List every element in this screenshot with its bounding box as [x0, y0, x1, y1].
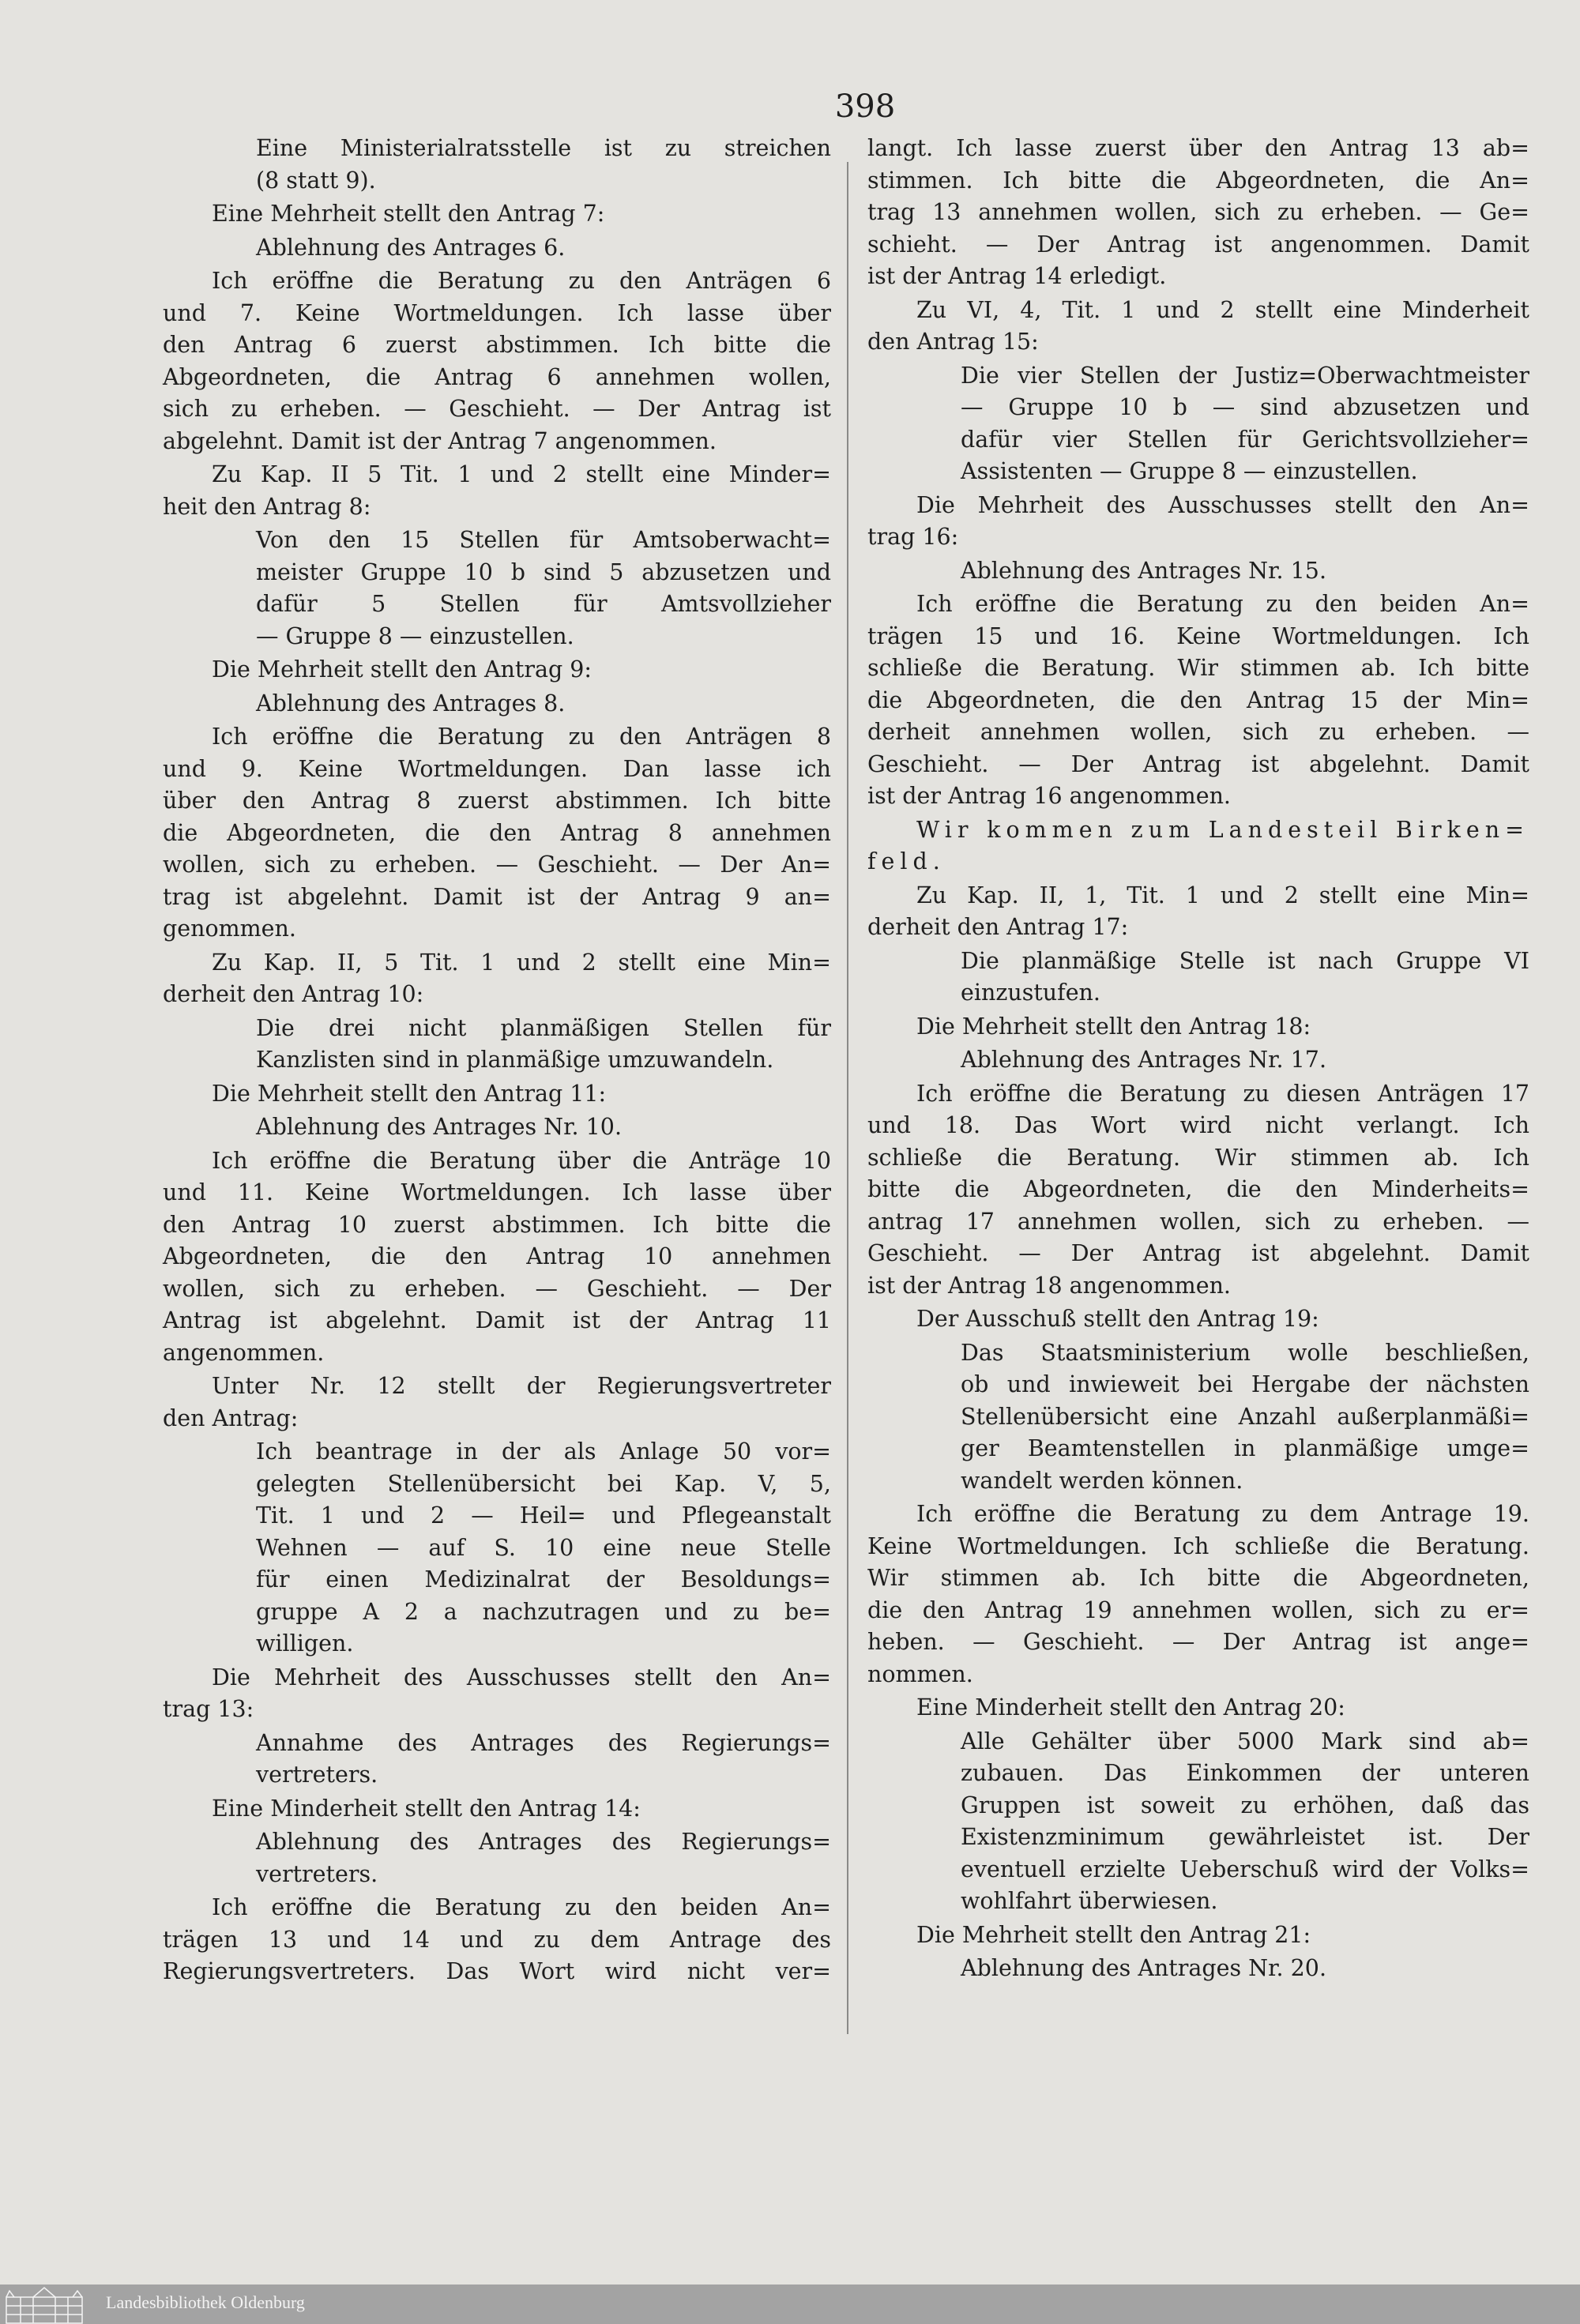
text-line: Eine Minderheit stellt den Antrag 20: — [916, 1694, 1345, 1720]
text-line: Ablehnung des Antrages Nr. 20. — [961, 1955, 1326, 1981]
quote-paragraph — [867, 1726, 1529, 1918]
text-line: vertreters. — [256, 1762, 378, 1788]
text-line: antrag 17 annehmen wollen, sich zu erheben. — — [867, 1208, 1529, 1235]
text-line: Regierungsvertreters. Das Wort wird nicht ver= — [163, 1958, 831, 1984]
text-line: Zu VI, 4, Tit. 1 und 2 stellt eine Minderheit — [916, 296, 1529, 323]
page-number: 398 — [834, 88, 896, 125]
text-line: den Antrag 15: — [867, 329, 1039, 355]
body-paragraph — [163, 947, 831, 1011]
body-paragraph — [867, 1499, 1529, 1690]
text-line: Existenzminimum gewährleistet ist. Der — [961, 1824, 1529, 1850]
text-line: Ablehnung des Antrages Nr. 10. — [256, 1114, 622, 1140]
library-building-logo-icon — [5, 2286, 84, 2324]
text-line: Assistenten — Gruppe 8 — einzustellen. — [961, 458, 1418, 484]
text-line: Abgeordneten, die den Antrag 10 annehmen — [163, 1243, 831, 1269]
text-line: trag 13: — [163, 1696, 254, 1722]
motion-paragraph — [163, 1078, 831, 1111]
text-line: Die drei nicht planmäßigen Stellen für — [256, 1014, 831, 1041]
text-line: feld. — [867, 848, 946, 874]
text-line: ob und inwieweit bei Hergabe der nächsten — [961, 1371, 1529, 1397]
text-line: gruppe A 2 a nachzutragen und zu be= — [256, 1598, 831, 1625]
text-line: Geschieht. — Der Antrag ist abgelehnt. Damit — [867, 1240, 1529, 1266]
text-line: zubauen. Das Einkommen der unteren — [961, 1760, 1529, 1786]
text-line: den Antrag: — [163, 1405, 299, 1431]
text-line: Geschieht. — Der Antrag ist abgelehnt. Damit — [867, 750, 1529, 777]
text-line: Annahme des Antrages des Regierungs= — [256, 1729, 831, 1756]
text-line: heben. — Geschieht. — Der Antrag ist ange= — [867, 1629, 1529, 1655]
text-line: Wir kommen zum Landesteil Birken= — [916, 816, 1529, 843]
quote-paragraph — [163, 133, 831, 197]
text-line: dafür vier Stellen für Gerichtsvollzieher= — [961, 426, 1529, 453]
text-line: derheit den Antrag 17: — [867, 914, 1129, 940]
motion-paragraph — [163, 654, 831, 686]
text-line: Eine Ministerialratsstelle ist zu streichen — [256, 135, 831, 161]
text-line: willigen. — [256, 1630, 354, 1657]
quote-paragraph — [867, 1953, 1529, 1985]
text-line: Wir stimmen ab. Ich bitte die Abgeordneten, — [867, 1565, 1529, 1591]
text-line: vertreters. — [256, 1860, 378, 1887]
text-line: und 11. Keine Wortmeldungen. Ich lasse über — [163, 1179, 831, 1205]
text-line: über den Antrag 8 zuerst abstimmen. Ich bitte — [163, 788, 831, 814]
text-line: dafür 5 Stellen für Amtsvollzieher — [256, 591, 831, 617]
body-paragraph — [163, 265, 831, 457]
text-line: eventuell erzielte Ueberschuß wird der Volks= — [961, 1856, 1529, 1882]
text-line: Ablehnung des Antrages Nr. 15. — [961, 557, 1326, 584]
text-line: Die Mehrheit des Ausschusses stellt den An= — [212, 1664, 831, 1690]
text-line: derheit annehmen wollen, sich zu erheben. — — [867, 719, 1529, 745]
text-line: Die planmäßige Stelle ist nach Gruppe VI — [961, 947, 1529, 974]
left-column — [163, 133, 831, 1990]
column-divider — [847, 162, 848, 2034]
text-line: Ich eröffne die Beratung zu dem Antrage 19. — [916, 1501, 1529, 1527]
text-line: langt. Ich lasse zuerst über den Antrag 13 ab= — [867, 135, 1529, 161]
text-line: abgelehnt. Damit ist der Antrag 7 angenommen. — [163, 427, 717, 454]
text-line: Von den 15 Stellen für Amtsoberwacht= — [256, 527, 831, 553]
text-line: Die Mehrheit stellt den Antrag 11: — [212, 1080, 607, 1107]
text-line: nommen. — [867, 1660, 973, 1687]
text-line: Kanzlisten sind in planmäßige umzuwandeln. — [256, 1047, 774, 1073]
text-line: — Gruppe 10 b — sind abzusetzen und — [961, 394, 1529, 420]
text-line: Ablehnung des Antrages des Regierungs= — [256, 1829, 831, 1855]
body-paragraph — [867, 490, 1529, 554]
text-line: den Antrag 10 zuerst abstimmen. Ich bitte die — [163, 1211, 831, 1238]
body-paragraph — [163, 1145, 831, 1370]
text-line: schließe die Beratung. Wir stimmen ab. Ich — [867, 1144, 1529, 1171]
text-line: die Abgeordneten, die den Antrag 8 annehmen — [163, 819, 831, 846]
footer-bar — [0, 2285, 1580, 2324]
text-line: ger Beamtenstellen in planmäßige umge= — [961, 1435, 1529, 1461]
text-line: Ich eröffne die Beratung zu den Anträgen 6 — [212, 268, 831, 294]
text-line: ist der Antrag 14 erledigt. — [867, 263, 1167, 289]
quote-paragraph — [163, 1111, 831, 1144]
text-line: Ich eröffne die Beratung zu den beiden An= — [916, 591, 1529, 617]
text-line: und 9. Keine Wortmeldungen. Dan lasse ich — [163, 755, 831, 782]
body-paragraph — [163, 459, 831, 523]
quote-paragraph — [163, 1728, 831, 1792]
quote-paragraph — [867, 946, 1529, 1010]
text-line: genommen. — [163, 916, 296, 942]
text-line: meister Gruppe 10 b sind 5 abzusetzen und — [256, 558, 831, 585]
text-line: Abgeordneten, die Antrag 6 annehmen wollen, — [163, 363, 831, 390]
text-line: Zu Kap. II, 5 Tit. 1 und 2 stellt eine Min= — [212, 949, 831, 976]
text-line: derheit den Antrag 10: — [163, 981, 424, 1007]
text-line: trag 13 annehmen wollen, sich zu erheben. — Ge= — [867, 199, 1529, 225]
motion-paragraph — [163, 198, 831, 231]
body-paragraph — [867, 880, 1529, 944]
body-paragraph — [867, 589, 1529, 813]
text-line: Die vier Stellen der Justiz=Oberwachtmeister — [961, 362, 1529, 389]
text-line: trägen 13 und 14 und zu dem Antrage des — [163, 1926, 831, 1953]
text-line: die Abgeordneten, die den Antrag 15 der Min= — [867, 686, 1529, 713]
motion-paragraph — [163, 1793, 831, 1826]
motion-paragraph — [867, 1692, 1529, 1724]
text-line: Wehnen — auf S. 10 eine neue Stelle — [256, 1534, 831, 1561]
text-line: Antrag ist abgelehnt. Damit ist der Antrag 11 — [163, 1307, 831, 1333]
text-line: heit den Antrag 8: — [163, 493, 371, 520]
text-line: wollen, sich zu erheben. — Geschieht. — Der — [163, 1275, 831, 1302]
text-line: angenommen. — [163, 1339, 325, 1366]
text-line: Ablehnung des Antrages 6. — [256, 234, 566, 261]
text-line: schieht. — Der Antrag ist angenommen. Damit — [867, 231, 1529, 258]
text-line: Die Mehrheit stellt den Antrag 9: — [212, 656, 592, 683]
quote-paragraph — [163, 525, 831, 652]
text-line: den Antrag 6 zuerst abstimmen. Ich bitte die — [163, 332, 831, 358]
text-line: — Gruppe 8 — einzustellen. — [256, 622, 574, 649]
text-line: Alle Gehälter über 5000 Mark sind ab= — [961, 1728, 1529, 1754]
text-line: Unter Nr. 12 stellt der Regierungsvertreter — [212, 1373, 831, 1399]
text-line: bitte die Abgeordneten, die den Minderheits= — [867, 1176, 1529, 1202]
text-line: Zu Kap. II, 1, Tit. 1 und 2 stellt eine Min= — [916, 882, 1529, 908]
quote-paragraph — [163, 232, 831, 265]
motion-paragraph — [867, 1011, 1529, 1044]
text-line: trägen 15 und 16. Keine Wortmeldungen. Ich — [867, 622, 1529, 649]
text-line: ist der Antrag 18 angenommen. — [867, 1272, 1231, 1299]
text-line: und 18. Das Wort wird nicht verlangt. Ich — [867, 1112, 1529, 1138]
body-paragraph — [163, 721, 831, 946]
text-line: Der Ausschuß stellt den Antrag 19: — [916, 1306, 1319, 1332]
text-line: Gruppen ist soweit zu erhöhen, daß das — [961, 1792, 1529, 1818]
body-paragraph — [867, 1078, 1529, 1303]
text-line: gelegten Stellenübersicht bei Kap. V, 5, — [256, 1470, 831, 1497]
text-line: Die Mehrheit stellt den Antrag 21: — [916, 1921, 1311, 1948]
quote-paragraph — [867, 1044, 1529, 1077]
body-paragraph — [163, 1892, 831, 1988]
text-line: Die Mehrheit stellt den Antrag 18: — [916, 1013, 1311, 1040]
text-line: stimmen. Ich bitte die Abgeordneten, die An= — [867, 167, 1529, 194]
text-line: Stellenübersicht eine Anzahl außerplanmäßi= — [961, 1403, 1529, 1430]
text-line: wandelt werden können. — [961, 1467, 1243, 1494]
quote-paragraph — [867, 360, 1529, 488]
text-line: Ich beantrage in der als Anlage 50 vor= — [256, 1438, 831, 1465]
motion-paragraph — [867, 1303, 1529, 1336]
motion-paragraph — [867, 1920, 1529, 1952]
text-line: die den Antrag 19 annehmen wollen, sich zu er= — [867, 1596, 1529, 1623]
text-line: Ich eröffne die Beratung zu den beiden An= — [212, 1894, 831, 1920]
right-column — [867, 133, 1529, 1987]
text-line: Zu Kap. II 5 Tit. 1 und 2 stellt eine Minder= — [212, 461, 831, 487]
text-line: Ablehnung des Antrages 8. — [256, 690, 566, 716]
text-line: Das Staatsministerium wolle beschließen, — [961, 1339, 1529, 1366]
spaced-paragraph — [867, 814, 1529, 878]
text-line: Ich eröffne die Beratung zu diesen Anträgen 17 — [916, 1080, 1529, 1107]
text-line: trag ist abgelehnt. Damit ist der Antrag 9 an= — [163, 883, 831, 910]
text-line: Eine Mehrheit stellt den Antrag 7: — [212, 201, 605, 227]
text-line: wohlfahrt überwiesen. — [961, 1888, 1218, 1914]
text-line: Ich eröffne die Beratung über die Anträge 10 — [212, 1147, 831, 1174]
text-line: sich zu erheben. — Geschieht. — Der Antrag ist — [163, 396, 831, 422]
text-line: Keine Wortmeldungen. Ich schließe die Beratung. — [867, 1532, 1529, 1559]
text-line: ist der Antrag 16 angenommen. — [867, 783, 1231, 809]
continuation-paragraph — [867, 133, 1529, 293]
library-name: Landesbibliothek Oldenburg — [106, 2292, 305, 2312]
text-line: einzustufen. — [961, 980, 1100, 1006]
quote-paragraph — [163, 1013, 831, 1077]
text-line: Die Mehrheit des Ausschusses stellt den An= — [916, 491, 1529, 518]
text-line: Tit. 1 und 2 — Heil= und Pflegeanstalt — [256, 1502, 831, 1529]
quote-paragraph — [867, 555, 1529, 588]
text-line: (8 statt 9). — [256, 167, 376, 194]
body-paragraph — [867, 295, 1529, 359]
body-paragraph — [163, 1662, 831, 1726]
text-line: und 7. Keine Wortmeldungen. Ich lasse über — [163, 299, 831, 326]
text-line: Eine Minderheit stellt den Antrag 14: — [212, 1795, 641, 1822]
quote-paragraph — [163, 1826, 831, 1890]
quote-paragraph — [867, 1337, 1529, 1498]
quote-paragraph — [163, 1436, 831, 1660]
text-line: wollen, sich zu erheben. — Geschieht. — Der An= — [163, 852, 831, 878]
text-line: Ich eröffne die Beratung zu den Anträgen 8 — [212, 724, 831, 750]
text-line: für einen Medizinalrat der Besoldungs= — [256, 1566, 831, 1593]
text-line: schließe die Beratung. Wir stimmen ab. Ich bitte — [867, 655, 1529, 681]
text-line: trag 16: — [867, 524, 959, 550]
quote-paragraph — [163, 688, 831, 720]
body-paragraph — [163, 1371, 831, 1435]
text-line: Ablehnung des Antrages Nr. 17. — [961, 1047, 1326, 1073]
